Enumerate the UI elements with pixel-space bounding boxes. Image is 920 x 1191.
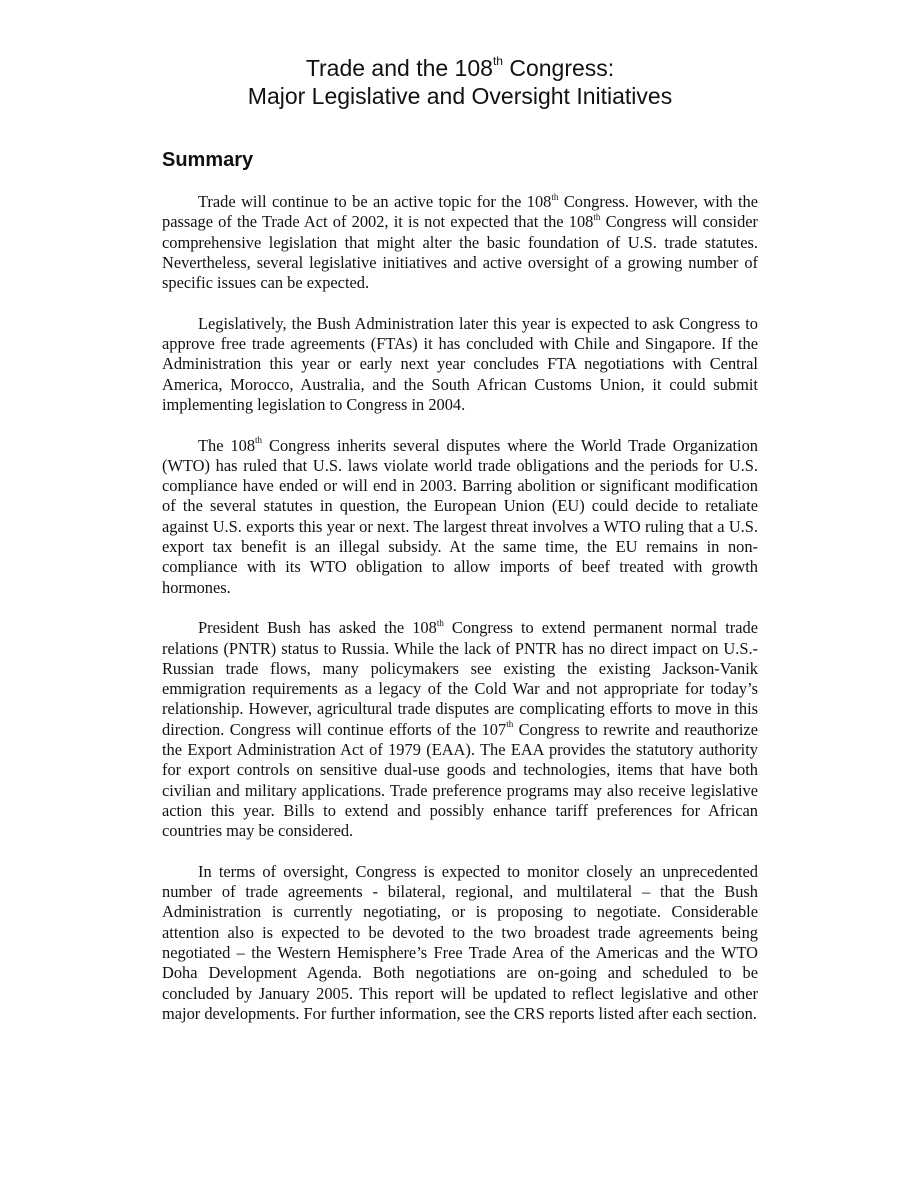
paragraph-1-part-c: Congress will consider comprehensive legislation that might alter the basic foundation of U.S. trade statutes. Nevertheless, several legislative initiatives and active oversight of a growing number of specific issues can be expected.: [162, 212, 759, 293]
paragraph-4-part-c: Congress to rewrite and reauthorize the Export Administration Act of 1979 (EAA). The EAA provides the statutory authority for export controls on sensitive dual-use goods and technologies, items that have both civilian and military applications. Trade preference programs may also receive legislative action this year. Bills to extend and possibly enhance tariff preferences for African countries may be considered.: [162, 719, 758, 841]
paragraph-1: [162, 192, 758, 293]
paragraph-3-superscript-1: th: [255, 435, 263, 446]
summary-heading: Summary: [162, 149, 254, 171]
title-line-1: [0, 54, 920, 82]
paragraph-2: Legislatively, the Bush Administration later this year is expected to ask Congress to approve free trade agreements (FTAs) it has concluded with Chile and Singapore. If the Administration this year or early next year concludes FTA negotiations with Central America, Morocco, Australia, and the South African Customs Union, it could submit implementing legislation to Congress in 2004.: [162, 313, 758, 414]
document-title: [0, 54, 920, 110]
paragraph-1-superscript-2: th: [593, 211, 601, 222]
title-line-1-suffix: Congress:: [502, 55, 615, 81]
paragraph-1-part-b: Congress. However, with the passage of the Trade Act of 2002, it is not expected that the 108: [162, 192, 758, 232]
paragraph-5: In terms of oversight, Congress is expected to monitor closely an unprecedented number of trade agreements - bilateral, regional, and multilateral – that the Bush Administration is currently negotiating, or is proposing to negotiate. Considerable attention also is expected to be devoted to the two broadest trade agreements being negotiated – the Western Hemisphere’s Free Trade Area of the Americas and the WTO Doha Development Agenda. Both negotiations are on-going and scheduled to be concluded by January 2005. This report will be updated to reflect legislative and other major developments. For further information, see the CRS reports listed after each section.: [162, 861, 758, 1023]
title-superscript: th: [492, 54, 503, 69]
paragraph-4: [162, 618, 758, 841]
paragraph-4-superscript-2: th: [506, 719, 514, 730]
paragraph-3-part-a: The 108: [198, 435, 256, 455]
summary-body: [162, 192, 758, 1044]
title-line-2: Major Legislative and Oversight Initiatives: [247, 83, 673, 109]
paragraph-1-superscript-1: th: [551, 191, 559, 202]
paragraph-3-part-b: Congress inherits several disputes where the World Trade Organization (WTO) has ruled that U.S. laws violate world trade obligations and the periods for U.S. compliance have ended or will end in 2003. Barring abolition or significant modification of the several statutes in question, the European Union (EU) could decide to retaliate against U.S. exports this year or next. The largest threat involves a WTO ruling that a U.S. export tax benefit is an illegal subsidy. At the same time, the EU remains in non-compliance with its WTO obligation to allow imports of beef treated with growth hormones.: [162, 435, 759, 597]
paragraph-1-part-a: Trade will continue to be an active topic for the 108: [198, 192, 552, 211]
paragraph-4-part-a: President Bush has asked the 108: [198, 618, 437, 638]
paragraph-4-part-b: Congress to extend permanent normal trade relations (PNTR) status to Russia. While the lack of PNTR has no direct impact on U.S.-Russian trade flows, many policymakers see existing the existing Jackson-Vanik emmigration requirements as a legacy of the Cold War and not appropriate for today’s relationship. However, agricultural trade disputes are complicating efforts to move in this direction. Congress will continue efforts of the 107: [162, 618, 759, 739]
paragraph-3: [162, 436, 758, 598]
paragraph-4-superscript-1: th: [436, 617, 444, 628]
title-line-1-text: Trade and the 108: [305, 55, 493, 81]
